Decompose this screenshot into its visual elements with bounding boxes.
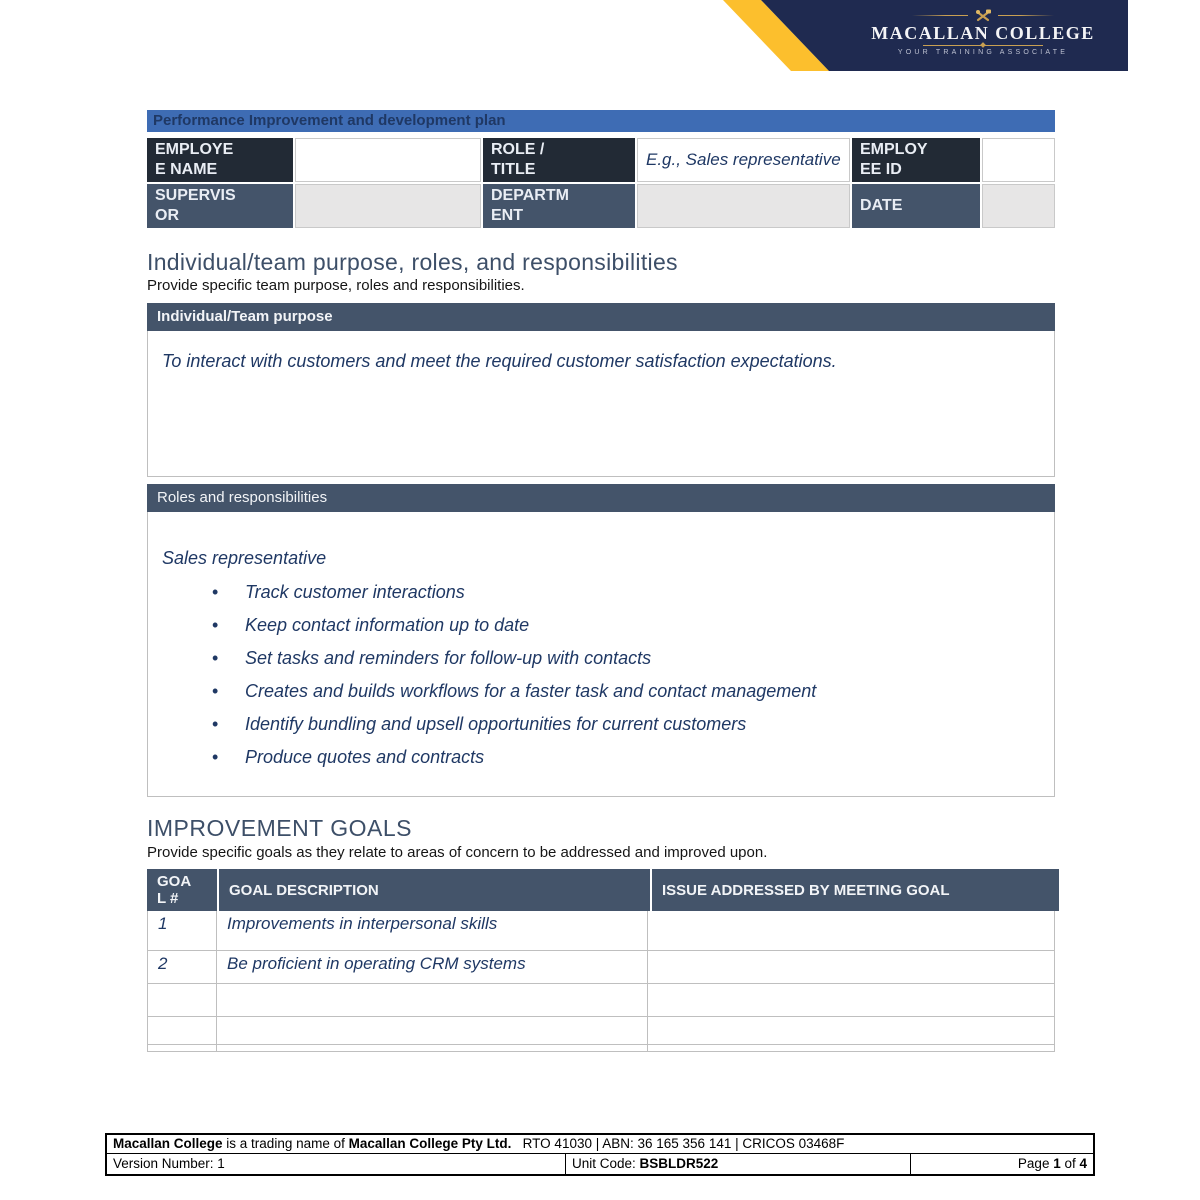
purpose-text: To interact with customers and meet the required customer satisfaction expectations. [162, 351, 837, 371]
goal-number-header: GOA L # [147, 869, 217, 911]
roles-bullet-list [162, 580, 1040, 769]
supervisor-field[interactable] [295, 184, 481, 228]
roles-panel-body[interactable] [147, 512, 1055, 797]
goal-issue-cell[interactable] [648, 911, 1055, 951]
section-heading-purpose: Individual/team purpose, roles, and responsibilities [147, 249, 678, 275]
goal-issue-cell[interactable] [648, 984, 1055, 1017]
footer-page-number: Page 1 of 4 [910, 1154, 1093, 1174]
table-row [147, 1045, 1055, 1052]
crossed-tools-icon [974, 9, 992, 23]
employee-info-table [147, 138, 1055, 228]
table-row [147, 984, 1055, 1017]
goal-issue-header: ISSUE ADDRESSED BY MEETING GOAL [652, 869, 1059, 911]
department-field[interactable] [637, 184, 850, 228]
goal-number-cell[interactable] [147, 984, 217, 1017]
goal-issue-cell[interactable] [648, 1017, 1055, 1045]
employee-name-label: EMPLOYE E NAME [147, 138, 293, 182]
roles-intro: Sales representative [162, 548, 327, 568]
employee-name-field[interactable] [295, 138, 481, 182]
employee-id-field[interactable] [982, 138, 1055, 182]
goals-table-header [147, 869, 1055, 911]
brand-banner [723, 0, 1128, 71]
goals-table-rows [147, 911, 1055, 1052]
role-title-field[interactable]: E.g., Sales representative [637, 138, 850, 182]
roles-bullet-item: • Set tasks and reminders for follow-up with contacts [162, 646, 1040, 670]
goal-description-cell[interactable] [217, 984, 648, 1017]
goal-issue-cell[interactable] [648, 1045, 1055, 1052]
improvement-goals-table [147, 869, 1055, 1052]
goal-description-cell[interactable]: Improvements in interpersonal skills [217, 911, 648, 951]
college-tagline: YOUR TRAINING ASSOCIATE [897, 48, 1069, 56]
employee-id-label: EMPLOY EE ID [852, 138, 980, 182]
footer-meta-row [107, 1154, 1093, 1174]
section-subtitle-purpose: Provide specific team purpose, roles and responsibilities. [147, 277, 525, 294]
role-title-label: ROLE / TITLE [483, 138, 635, 182]
roles-bullet-item: • Produce quotes and contracts [162, 745, 1040, 769]
goal-number-cell[interactable] [147, 1017, 217, 1045]
table-row [147, 911, 1055, 951]
purpose-panel-header: Individual/Team purpose [147, 303, 1055, 331]
department-label: DEPARTM ENT [483, 184, 635, 228]
gold-rule-right [998, 15, 1054, 17]
document-title-bar: Performance Improvement and development plan [147, 110, 1055, 132]
goal-number-cell[interactable]: 1 [147, 911, 217, 951]
goal-issue-cell[interactable] [648, 951, 1055, 984]
footer-version: Version Number: 1 [113, 1156, 225, 1171]
goal-description-cell[interactable] [217, 1017, 648, 1045]
goal-description-cell[interactable] [217, 1045, 648, 1052]
table-row [147, 951, 1055, 984]
table-row [147, 1017, 1055, 1045]
gold-divider [923, 45, 1043, 46]
roles-bullet-item: • Keep contact information up to date [162, 613, 1040, 637]
section-subtitle-goals: Provide specific goals as they relate to areas of concern to be addressed and improved upon. [147, 844, 768, 861]
goal-description-cell[interactable]: Be proficient in operating CRM systems [217, 951, 648, 984]
gold-rule-left [912, 15, 968, 17]
goal-description-header: GOAL DESCRIPTION [219, 869, 650, 911]
footer-unit-code: Unit Code: BSBLDR522 [565, 1154, 910, 1174]
date-label: DATE [852, 184, 980, 228]
college-logo [838, 0, 1128, 65]
roles-bullet-item: • Creates and builds workflows for a faster task and contact management [162, 679, 1040, 703]
roles-bullet-item: • Identify bundling and upsell opportunities for current customers [162, 712, 1040, 736]
supervisor-label: SUPERVIS OR [147, 184, 293, 228]
section-heading-goals: IMPROVEMENT GOALS [147, 815, 412, 841]
goal-number-cell[interactable]: 2 [147, 951, 217, 984]
document-body [147, 110, 1055, 1052]
page-footer [105, 1133, 1095, 1176]
college-name: MACALLAN COLLEGE [871, 22, 1095, 43]
footer-trading-line: Macallan College is a trading name of Macallan College Pty Ltd. RTO 41030 | ABN: 36 165 356 141 | CRICOS 03468F [107, 1135, 1093, 1154]
purpose-panel-body[interactable] [147, 331, 1055, 477]
goal-number-cell[interactable] [147, 1045, 217, 1052]
roles-panel-header: Roles and responsibilities [147, 484, 1055, 512]
roles-bullet-item: • Track customer interactions [162, 580, 1040, 604]
date-field[interactable] [982, 184, 1055, 228]
